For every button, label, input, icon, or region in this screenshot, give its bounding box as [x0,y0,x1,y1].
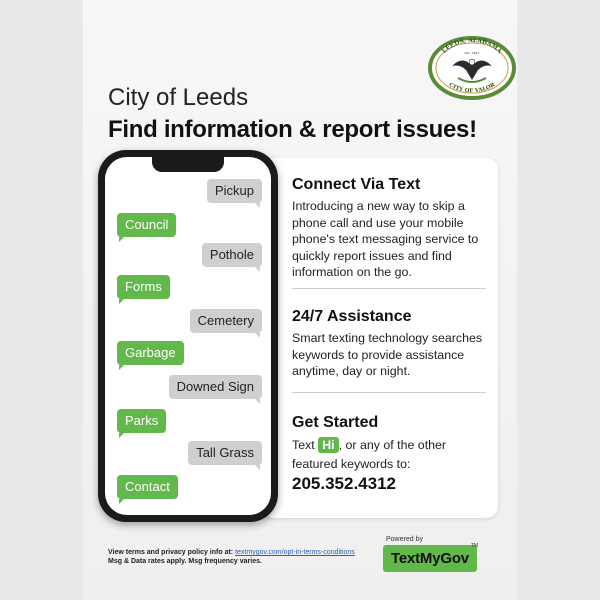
terms-line [108,549,355,556]
connect-body: Introducing a new way to skip a phone call and use your mobile phone's text messaging service to quickly report issues and find information on the go. [292,199,479,279]
assist-body: Smart texting technology searches keywords to provide assistance anytime, day or night. [292,331,483,378]
message-bubble: Council [117,213,176,237]
sms-phone-number[interactable]: 205.352.4312 [292,474,396,493]
message-bubble: Parks [117,409,166,433]
start-prefix: Text [292,438,315,452]
seal-top-text: LEEDS, ALABAMA [440,36,504,55]
start-suffix: , or any of the other featured keywords to: [292,438,447,471]
city-seal-logo [428,36,516,100]
city-name: City of Leeds [108,84,249,111]
textmygov-logo: TextMyGov [383,545,477,572]
trademark-mark: TM [471,543,479,549]
message-bubble: Pickup [207,179,262,203]
phone-mockup [98,150,278,522]
phone-notch [152,157,224,172]
start-body [292,436,488,474]
message-bubble: Contact [117,475,178,499]
divider [292,392,486,393]
divider [292,288,486,289]
seal-inc-text: INC. 1887 [464,51,480,55]
message-bubble: Tall Grass [188,441,262,465]
message-bubble: Downed Sign [169,375,262,399]
seal-bottom-text: CITY OF VALOR [447,82,497,95]
rates-notice: Msg & Data rates apply. Msg frequency varies. [108,558,262,565]
powered-by-label: Powered by [386,536,423,543]
start-title: Get Started [292,414,379,431]
message-bubble: Pothole [202,243,262,267]
info-card [262,158,498,518]
connect-title: Connect Via Text [292,176,421,193]
assist-title: 24/7 Assistance [292,308,412,325]
keyword-hi-badge: Hi [318,437,338,453]
message-bubble: Forms [117,275,170,299]
terms-prefix: View terms and privacy policy info at: [108,549,234,556]
message-bubble: Cemetery [190,309,262,333]
headline: Find information & report issues! [108,116,477,143]
phone-screen [105,157,271,515]
terms-link[interactable]: textmygov.com/opt-in-terms-conditions [235,549,355,556]
message-bubble: Garbage [117,341,184,365]
